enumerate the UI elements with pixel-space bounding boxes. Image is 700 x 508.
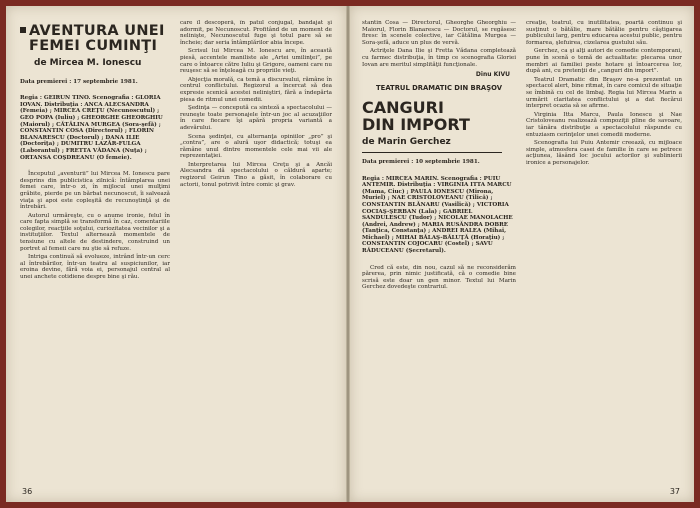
article-byline: de Marin Gerchez [362,137,451,148]
body-paragraph: Cred că este, din nou, cazul să ne reconsiderăm părerea, prin nimic justificată, că o comedie bine scrisă este doar un gen minor. Textul lui Marin Gerchez dovedeşte contrariul. [362,264,516,291]
body-paragraph: Virginia Itta Marcu, Paula Ionescu şi Nae Cristoloveanu realizează compoziţii pline de savoare, iar tânăra distribuţie a spectacolului răspunde cu entuziasm cerinţelor unei comedii moderne. [526,111,682,138]
body-paragraph: Abjecţia morală, ca temă a discursului, rămâne în centrul conflictului. Regizorul a încercat să dea expresie scenică acestei neliniştiri, fără a îndepărta piesa de ritmul unei comedii. [180,76,332,103]
body-paragraphs [20,171,170,281]
right-page [350,6,694,502]
divider [362,152,502,153]
body-paragraph: Scrisul lui Mircea M. Ionescu are, în această piesă, accentele maniliste ale „Artei umilinţei”, pe care o întoarce către Iuliu şi Grigore, oameni care nu reuşesc să se înţeleagă cu propriile vieţi. [180,48,332,75]
theatre-name: TEATRUL DRAMATIC DIN BRAŞOV [376,83,502,92]
left-page [6,6,346,502]
body-paragraph: Interpretarea lui Mircea Creţu şi a Ancăi Alecsandra dă spectacolului o căldură aparte; regizorul Geirun Tino a găsit, în colaborare cu actorii, tonul potrivit între comic şi grav. [180,161,332,188]
review-author: Dinu KIVU [475,71,510,79]
headline-line-1: AVENTURA UNEI [29,23,165,39]
body-paragraph: Şedinţa — concepută ca sinteză a spectacolului — reuneşte toate personajele într-un joc al acuzaţiilor în care fiecare îşi apără propria variantă a adevărului. [180,105,332,131]
body-paragraph: Gerchez, ca şi alţi autori de comedie contemporani, pune în scenă o temă de actualitate: plecarea unor membri ai familiei peste hotare şi întoarcerea lor, după ani, cu pretenţii de „canguri din import”. [526,48,682,75]
page-number-right: 37 [669,487,680,496]
premiere-date: Data premierei : 17 septembrie 1981. [20,78,138,85]
body-paragraph: Intriga continuă să evolueze, intrând într-un cerc al întrebărilor, într-un teatru al suspiciunilor, iar eroina devine, fără voia ei, personajul central al unei anchete cotidiene despre bine şi rău. [20,254,170,281]
article-byline: de Mircea M. Ionescu [34,58,142,68]
headline-line-2: DIN IMPORT [362,115,470,135]
body-paragraph: care îl descoperă, în patul conjugal, bandajat şi adormit, pe Necunoscut. Profitând de un moment de nelinişte, Necunoscutul fuge şi totul pare să se încheie; dar seria întâmplărilor abia începe. [180,20,332,46]
body-paragraph: Scena şedinţei, cu alternanţa opiniilor „pro” şi „contra”, are o alură uşor didactică; totuşi ea rămâne unul dintre momentele cele mai vii ale reprezentaţiei. [180,133,332,160]
headline-line-1: CANGURI [362,98,444,118]
article-headline [20,24,170,54]
body-paragraph: Actriţele Dana Ilie şi Fretta Vădana completează cu farmec distribuţia, în timp ce scenografia Gloriei Iovan are meritul simplităţii funcţionale. [362,48,516,68]
credits-block: Regia : MIRCEA MARIN. Scenografia : PUIU ANTEMIR. Distribuţia : VIRGINIA ITTA MARCU (Mama, Ciuc) ; PAULA IONESCU (Mirona, Muriel) ; NAE CRISTOLOVEANU (Tilică) ; CONSTANTIN BLĂNARU (Vasilică) ; VICTORIA COCIAŞ-ŞERBAN (Lala) ; GABRIEL SANDULESCU (Tudor) ; NICOLAE MANOLACHE (Andrei, Andrew) ; MARIA RUSĂNDRA DOBRE (Tanţica, Constanţa) ; ANDREI RALEA (Mihai, Michael) ; MIHAI BĂLAŞ-BĂLUŢĂ (Horaţiu) ; CONSTANTIN COJOCARU (Costel) ; SAVU RĂDUCEANU (Şecretarul). [362,175,513,255]
right-column-1 [362,20,516,480]
premiere-date: Data premierei : 10 septembrie 1981. [362,158,480,165]
body-paragraph: Autorul urmăreşte, cu o anume ironie, felul în care fapta simplă se transformă în caz, comentariile colegilor, reacţiile soţului, curiozitatea vecinilor şi a instituţiilor. Textul alternează momentele de tensiune cu altele de destindere, construind un portret al femeii care nu ştie să refuze. [20,212,170,252]
article-headline [362,99,516,133]
left-column-2 [180,20,332,480]
bullet-square-icon [20,27,26,33]
body-paragraph: Scenografia lui Puiu Antemir creează, cu mijloace simple, atmosfera casei de familie în care se petrece acţiunea, lăsând loc jocului actorilor şi sublinierii ironice a personajelor. [526,140,682,166]
body-paragraph: Teatrul Dramatic din Braşov ne-a prezentat un spectacol alert, bine ritmat, în care comicul de situaţie se îmbină cu cel de limbaj. Regia lui Mircea Marin a urmărit claritatea conflictului şi a dat fiecărui interpret ocazia să se afirme. [526,76,682,110]
headline-line-2: FEMEI CUMINŢI [29,38,158,54]
body-paragraph: Începutul „aventurii” lui Mircea M. Ionescu pare desprins din publicistica zilnică: întâmplarea unei femei care, într-o zi, în mijlocul unei mulţimi grăbite, pierde pe un bărbat necunoscut, îi salvează viaţa şi apoi este copleşită de recunoştinţă şi de întrebări. [20,171,170,211]
body-paragraph: creaţie, teatrul, cu inutilitatea, poartă continuu şi susţinut o bătălie, mare bătălie pentru câştigarea publicului larg, pentru educarea acestui public, pentru formarea, şlefuirea, cizelarea gustului său. [526,20,682,46]
body-paragraph: stantin Cosa — Directorul, Gheorghe Gheorghiu — Maiorul, Florin Blanarescu — Doctorul, se regăsesc firesc în scenele colective, iar Cătălina Murgea — Sora-şefă, aduce un plus de vervă. [362,20,516,46]
page-number-left: 36 [22,487,33,496]
left-column-1 [20,20,170,480]
right-column-2 [526,20,682,480]
credits-block: Regia : GEIRUN TINO. Scenografia : GLORIA IOVAN. Distribuţia : ANCA ALECSANDRA (Femeia) ; MIRCEA CREŢU (Necunoscutul) ; GEO POPA (Iuliu) ; GHEORGHE GHEORGHIU (Maiorul) ; CĂTĂLINA MURGEA (Sora-şefă) ; CONSTANTIN COSA (Directorul) ; FLORIN BLANARESCU (Doctorul) ; DANA ILIE (Doctoriţa) ; DUMITRU LAZĂR-FULGA (Laborantul) ; FRETTA VĂDANA (Nuţa) ; ORTANSA COŞDREANU (O femeie). [20,95,163,161]
